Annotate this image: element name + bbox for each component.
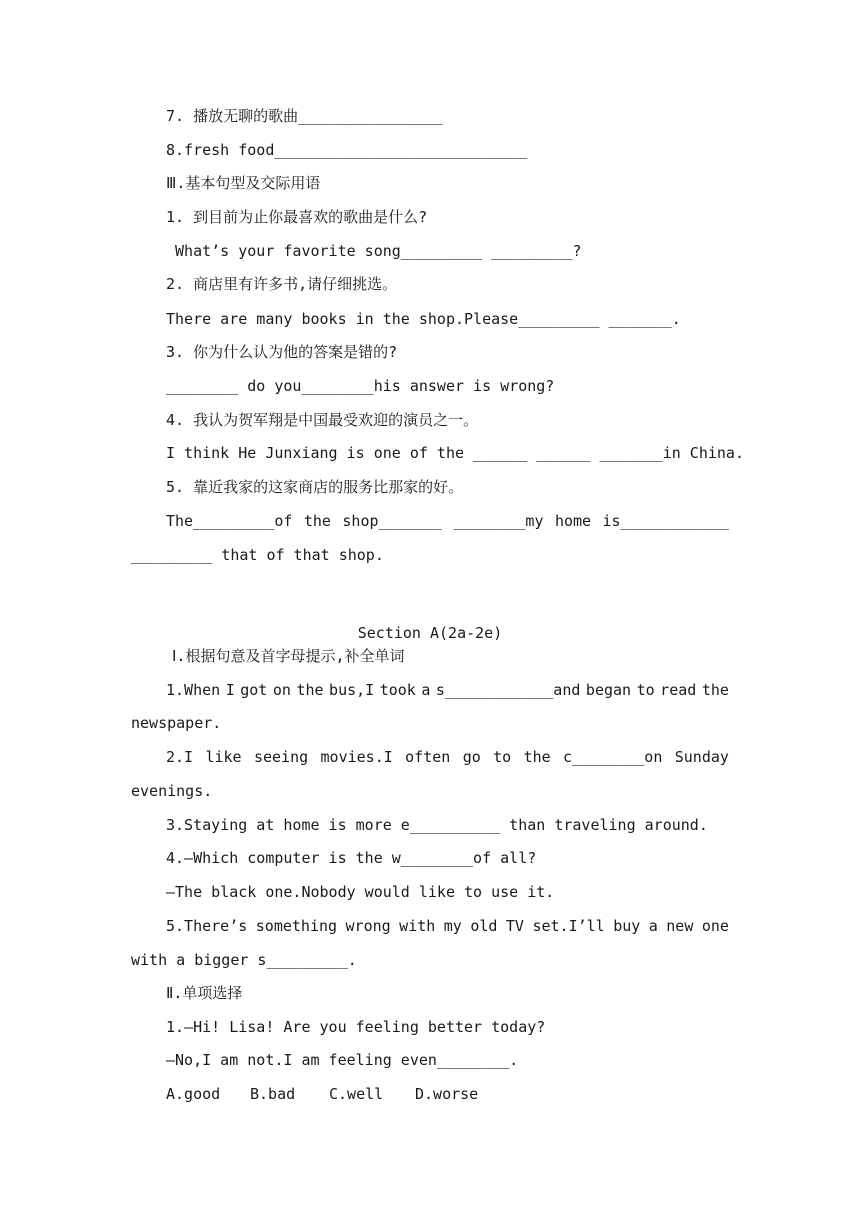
word: s____________and	[435, 681, 581, 699]
question-4-chinese: 4. 我认为贺军翔是中国最受欢迎的演员之一。	[166, 411, 479, 429]
exercise-1-sentence-4-question: 4.—Which computer is the w________of all?	[166, 849, 537, 867]
word: a	[421, 681, 431, 699]
word: the	[303, 512, 331, 530]
exercise-1-sentence-1-continued: newspaper.	[131, 714, 222, 732]
word: ________my	[453, 512, 544, 530]
word: often	[405, 748, 451, 766]
option-c: C.well	[329, 1085, 384, 1103]
word: like	[205, 748, 242, 766]
word: bus,I	[329, 681, 375, 699]
question-4-english: I think He Junxiang is one of the ______ ______ _______in China.	[166, 444, 744, 462]
exercise-1-sentence-5-continued: with a bigger s_________.	[131, 951, 357, 969]
word: the	[296, 681, 324, 699]
option-b: B.bad	[250, 1085, 296, 1103]
word: Sunday	[674, 748, 729, 766]
word: to	[636, 681, 655, 699]
exercise-1-sentence-3: 3.Staying at home is more e__________ than traveling around.	[166, 816, 708, 834]
word: is____________	[602, 512, 729, 530]
question-3-chinese: 3. 你为什么认为他的答案是错的?	[166, 343, 398, 361]
question-5-chinese: 5. 靠近我家的这家商店的服务比那家的好。	[166, 478, 464, 496]
word: buy	[613, 917, 641, 935]
word: TV	[505, 917, 524, 935]
word: seeing	[253, 748, 309, 766]
word: 1.When	[166, 681, 221, 699]
word: got	[240, 681, 268, 699]
word: on	[272, 681, 291, 699]
word: the	[523, 748, 551, 766]
word: I	[225, 681, 235, 699]
question-1-chinese: 1. 到目前为止你最喜欢的歌曲是什么?	[166, 208, 428, 226]
word: set.I’ll	[532, 917, 605, 935]
word: 2.I	[166, 748, 194, 766]
word: read	[660, 681, 697, 699]
word: shop_______	[342, 512, 442, 530]
word: c________on	[563, 748, 663, 766]
exercise-heading-multiple-choice: Ⅱ.单项选择	[166, 984, 243, 1002]
word: old	[470, 917, 498, 935]
question-5-english	[166, 511, 729, 531]
exercise-heading-fill-words: Ⅰ.根据句意及首字母提示,补全单词	[172, 647, 405, 665]
word: wrong	[345, 917, 391, 935]
word: my	[443, 917, 462, 935]
word: something	[255, 917, 338, 935]
vocab-item-8: 8.fresh food____________________________	[166, 141, 528, 159]
option-a: A.good	[166, 1085, 221, 1103]
section-title: Section A(2a-2e)	[357, 624, 503, 642]
word: home	[554, 512, 592, 530]
vocab-item-7: 7. 播放无聊的歌曲________________	[166, 107, 443, 125]
question-1-english: What’s your favorite song_________ _________?	[166, 242, 582, 260]
question-2-english: There are many books in the shop.Please_________ _______.	[166, 310, 681, 328]
multiple-choice-1-question: 1.—Hi! Lisa! Are you feeling better today?	[166, 1018, 546, 1036]
exercise-1-sentence-5	[166, 916, 729, 936]
question-2-chinese: 2. 商店里有许多书,请仔细挑选。	[166, 275, 398, 293]
section-heading-sentence-patterns: Ⅲ.基本句型及交际用语	[166, 174, 321, 192]
word: The_________of	[166, 512, 293, 530]
word: took	[379, 681, 416, 699]
exercise-1-sentence-4-answer: —The black one.Nobody would like to use it.	[166, 883, 555, 901]
word: to	[493, 748, 512, 766]
word: with	[399, 917, 436, 935]
word: a	[648, 917, 658, 935]
exercise-1-sentence-2	[166, 747, 729, 767]
word: 5.There’s	[166, 917, 248, 935]
word: new	[666, 917, 694, 935]
option-d: D.worse	[415, 1085, 479, 1103]
multiple-choice-1-prompt: —No,I am not.I am feeling even________.	[166, 1051, 519, 1069]
word: movies.I	[320, 748, 393, 766]
exercise-1-sentence-2-continued: evenings.	[131, 782, 213, 800]
word: the	[701, 681, 729, 699]
question-5-english-continued: _________ that of that shop.	[131, 546, 384, 564]
word: began	[585, 681, 632, 699]
exercise-1-sentence-1	[166, 680, 729, 700]
word: one	[701, 917, 729, 935]
question-3-english: ________ do you________his answer is wrong?	[166, 377, 555, 395]
word: go	[462, 748, 481, 766]
